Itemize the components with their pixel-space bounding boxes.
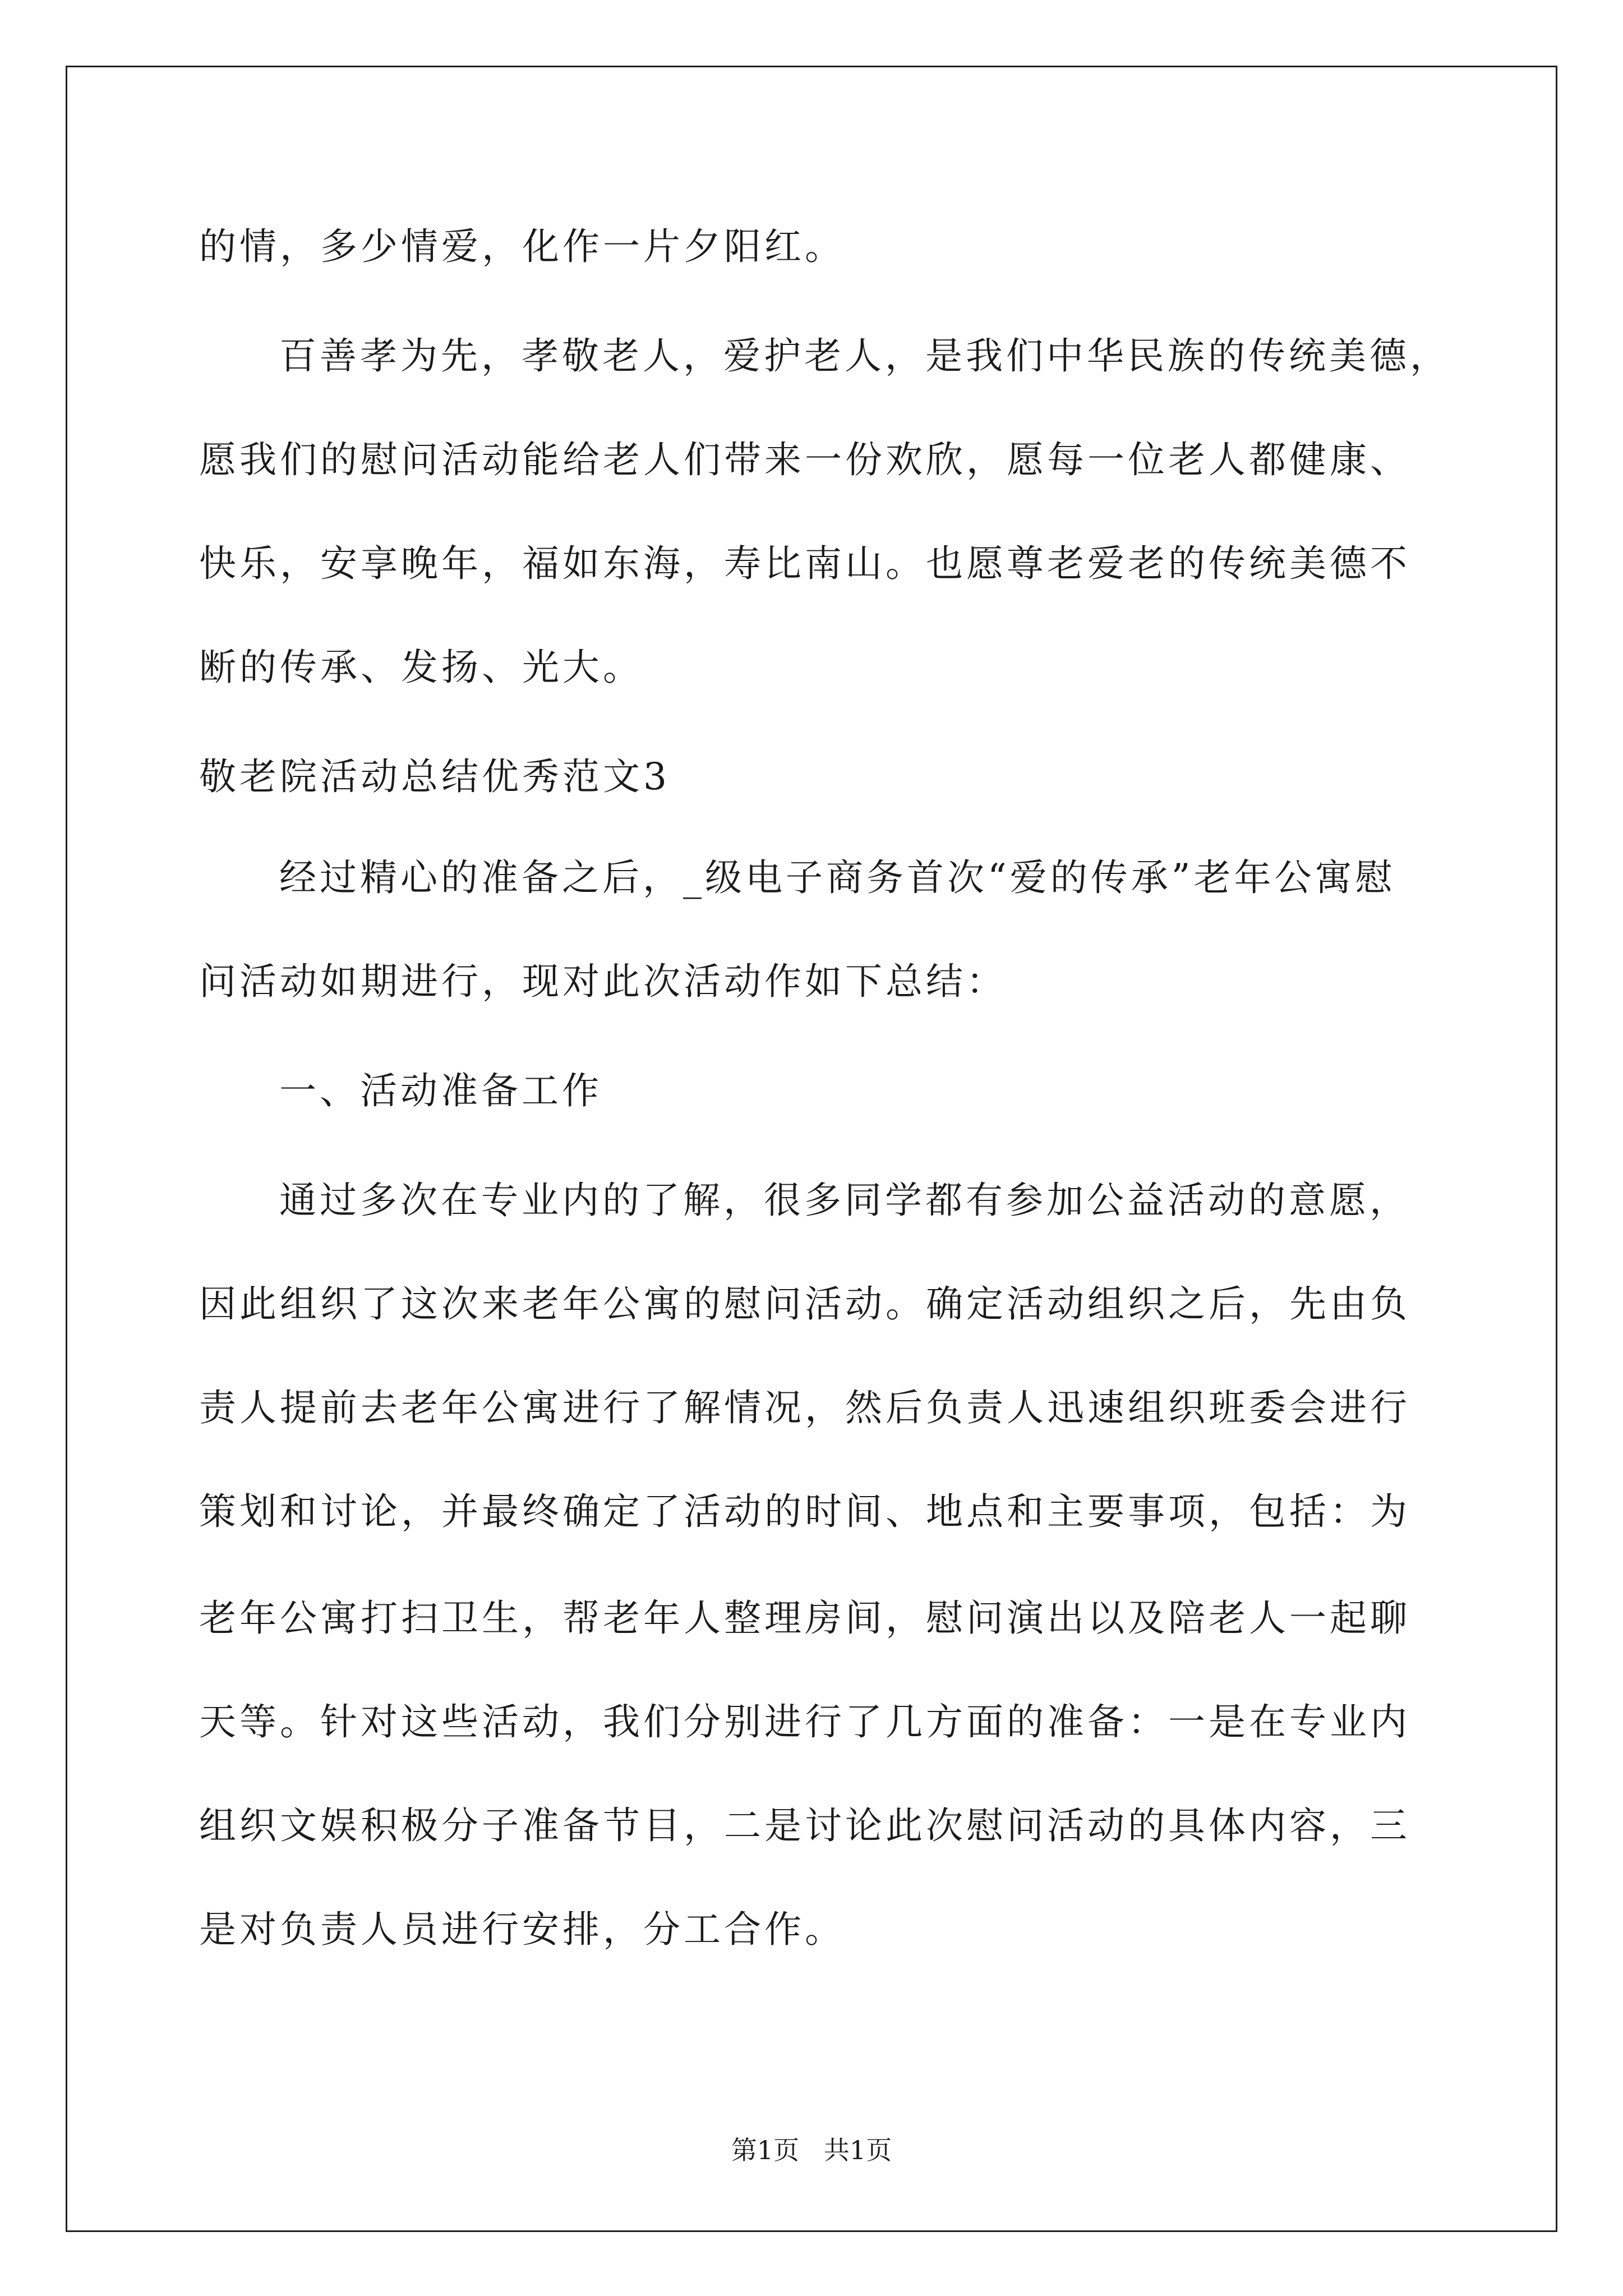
paragraph-line: 的情，多少情爱，化作一片夕阳红。 <box>199 225 845 268</box>
paragraph-line: 因此组织了这次来老年公寓的慰问活动。确定活动组织之后，先由负 <box>199 1282 1410 1326</box>
page-footer: 第1页 共1页 <box>731 2135 892 2165</box>
paragraph-line: 组织文娱积极分子准备节目，二是讨论此次慰问活动的具体内容，三 <box>199 1804 1410 1847</box>
paragraph-line: 责人提前去老年公寓进行了解情况，然后负责人迅速组织班委会进行 <box>199 1386 1410 1429</box>
paragraph-line: 天等。针对这些活动，我们分别进行了几方面的准备：一是在专业内 <box>199 1700 1410 1743</box>
paragraph-line: 快乐，安享晚年，福如东海，寿比南山。也愿尊老爱老的传统美德不 <box>199 542 1410 585</box>
paragraph-line: 经过精心的准备之后，_级电子商务首次“爱的传承”老年公寓慰 <box>279 856 1396 899</box>
paragraph-line: 问活动如期进行，现对此次活动作如下总结： <box>199 960 1007 1003</box>
paragraph-line: 百善孝为先，孝敬老人，爱护老人，是我们中华民族的传统美德， <box>279 334 1450 378</box>
subsection-heading: 一、活动准备工作 <box>279 1069 602 1112</box>
paragraph-line: 老年公寓打扫卫生，帮老年人整理房间，慰问演出以及陪老人一起聊 <box>199 1596 1410 1640</box>
paragraph-line: 断的传承、发扬、光大。 <box>199 646 643 689</box>
paragraph-line: 愿我们的慰问活动能给老人们带来一份欢欣，愿每一位老人都健康、 <box>199 438 1410 481</box>
paragraph-line: 是对负责人员进行安排，分工合作。 <box>199 1908 845 1951</box>
paragraph-line: 通过多次在专业内的了解，很多同学都有参加公益活动的意愿， <box>279 1179 1410 1222</box>
section-title: 敬老院活动总结优秀范文3 <box>199 755 670 798</box>
paragraph-line: 策划和讨论，并最终确定了活动的时间、地点和主要事项，包括：为 <box>199 1490 1410 1533</box>
